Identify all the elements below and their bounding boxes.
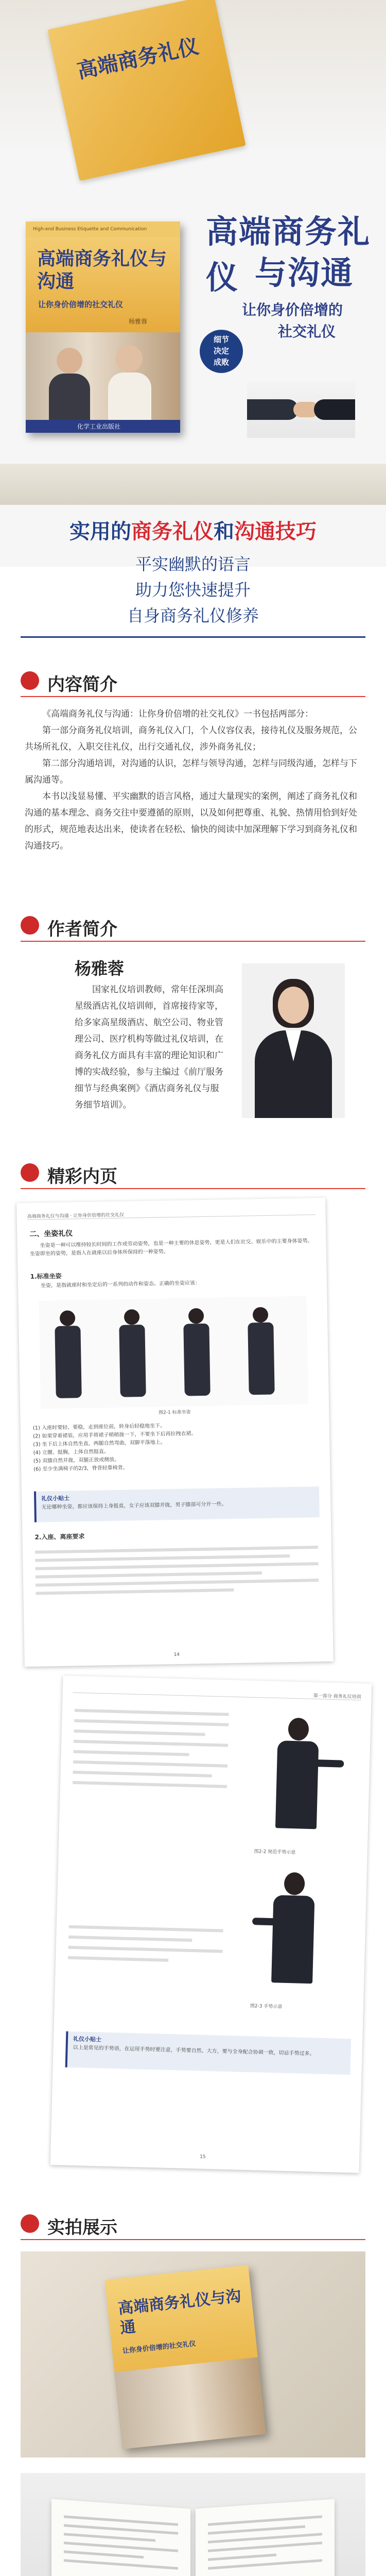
- hero-subtitle-line1: 让你身价倍增的: [242, 301, 343, 318]
- list-item: (6) 至少坐满椅子的2/3，脊背轻靠椅背。: [33, 1465, 128, 1472]
- person-head: [116, 345, 143, 372]
- gesture-figure-1: [244, 1711, 350, 1848]
- figure-head: [253, 1307, 269, 1323]
- figure-caption: 图2-2 规范手势示意: [254, 1849, 296, 1856]
- figure-head: [188, 1308, 204, 1324]
- tip-text: 无论哪种坐姿，都应该保持上身挺直，女子应该双膝并拢，男子膝部可分开一些。: [41, 1501, 227, 1511]
- intro-heading: [21, 667, 365, 697]
- figure-head: [60, 1310, 76, 1326]
- intro-paragraph: 《高端商务礼仪与沟通：让你身价倍增的社交礼仪》一书包括两部分：: [42, 709, 313, 719]
- badge-line: 成败: [213, 358, 229, 367]
- section-dot: [21, 671, 39, 690]
- author-bio: 国家礼仪培训教师，常年任深圳高星级酒店礼仪培训师，首席接待家等，给多家高星级酒店、航空公司、物业管理公司、医疗机构等做过礼仪培训，在商务礼仪方面具有丰富的理论知识和广博的实战经验，参与主编过《前厅服务细节与经典案例》《酒店商务礼仪与服务细节培训》。: [75, 985, 223, 1110]
- sleeve-right: [314, 399, 355, 420]
- page-filler-lines: [35, 1540, 320, 1649]
- open-book-left-page: [51, 2499, 190, 2576]
- photo-open-book: [21, 2473, 365, 2576]
- cover-english-title: High-end Business Etiquette and Communication: [33, 227, 147, 232]
- photos-heading: [21, 2210, 365, 2240]
- figure-body: [119, 1325, 146, 1397]
- page-subtitle: 1.标准坐姿: [30, 1272, 62, 1280]
- figure-body: [183, 1324, 210, 1396]
- open-book-right-page: [196, 2499, 335, 2576]
- person-body: [49, 374, 90, 420]
- tagline-mid: 和: [214, 520, 234, 544]
- photo-book-subtitle: 让你身价倍增的社交礼仪: [122, 2340, 197, 2355]
- figure-caption: 图2-1 标准坐姿: [158, 1410, 191, 1416]
- list-item: (5) 双膝自然并拢，双腿正放或侧放。: [33, 1456, 120, 1464]
- tagline-line2: 平实幽默的语言: [135, 554, 251, 574]
- tip-box: [34, 1486, 320, 1522]
- handshake-photo: [247, 381, 355, 438]
- inner-heading: [21, 1159, 365, 1189]
- person-head: [57, 348, 82, 374]
- tagline-highlight: 商务礼仪: [131, 520, 214, 544]
- cover-author: 杨雅蓉: [129, 318, 148, 325]
- section-dot: [21, 2214, 39, 2233]
- page-list: [33, 1419, 317, 1474]
- inner-page-2: [50, 1675, 372, 2173]
- figure-body: [271, 1895, 314, 1984]
- badge-line: 决定: [213, 346, 229, 355]
- tip-title: 礼仪小贴士: [73, 2036, 102, 2043]
- author-name: 杨雅蓉: [75, 959, 125, 978]
- page-number: 14: [173, 1652, 180, 1658]
- tip-title: 礼仪小贴士: [41, 1495, 70, 1502]
- figure-body: [248, 1323, 274, 1395]
- hero-title-line2: 与沟通: [255, 254, 354, 292]
- page-section-title: 二、坐姿礼仪: [29, 1229, 73, 1239]
- photo-book-title: 高端商务礼仪与沟通: [117, 2287, 242, 2337]
- badge-circle: [200, 330, 243, 373]
- intro-heading-label: 内容简介: [47, 674, 117, 695]
- portrait-face: [278, 987, 309, 1024]
- running-head: 高端商务礼仪与沟通 · 让你身价倍增的社交礼仪: [27, 1212, 125, 1219]
- divider: [21, 636, 365, 638]
- section-dot: [21, 916, 39, 935]
- tip-text: 以上是常见的手势语，在运用手势时要注意，手势要自然、大方，要与全身配合协调一致，切忌手势过多。: [73, 2045, 315, 2057]
- list-item: (4) 立腰、挺胸，上体自然挺直。: [33, 1449, 110, 1456]
- running-head-bar: [73, 1683, 361, 1701]
- cover-subtitle: 让你身价倍增的社交礼仪: [38, 300, 124, 309]
- list-item: (2) 如果穿着裙装，应用手将裙子稍稍拢一下，不要坐下后再拉拽衣裙。: [33, 1431, 197, 1439]
- figure-arm: [313, 1759, 344, 1768]
- page-subtitle: 2.入座、离座要求: [34, 1533, 85, 1541]
- table-surface: [0, 464, 386, 505]
- tagline-main: [0, 515, 386, 545]
- badge-line: 细节: [213, 335, 229, 344]
- book-cover: [26, 222, 180, 433]
- list-item: (1) 入座时要轻、要稳，走到座位前，转身后轻稳地坐下。: [32, 1423, 166, 1431]
- sitting-figure: [39, 1296, 309, 1409]
- hero-subtitle-line2: 社交礼仪: [278, 323, 336, 340]
- page-filler-lines: [69, 1702, 229, 1912]
- inner-page-1: [16, 1198, 334, 1667]
- tagline-highlight: 沟通技巧: [234, 520, 317, 544]
- cover-title: 高端商务礼仪与沟通: [37, 248, 167, 292]
- section-dot: [21, 1163, 39, 1182]
- figure-body: [55, 1326, 81, 1398]
- intro-paragraph: 第一部分商务礼仪培训，商务礼仪入门，个人仪容仪表，接待礼仪及服务规范，公共场所礼仪，入职交往礼仪，出行交通礼仪，涉外商务礼仪；: [25, 725, 357, 752]
- figure-head: [284, 1872, 305, 1895]
- photos-heading-label: 实拍展示: [47, 2217, 117, 2238]
- gesture-figure-2: [240, 1866, 346, 2003]
- page-text: 坐姿，是指就座时和坐定后的一系列的动作和姿态。正确的坐姿应该：: [40, 1280, 201, 1289]
- author-portrait: [242, 963, 345, 1118]
- page-number: 15: [200, 2154, 206, 2160]
- running-head: 第一部分 商务礼仪培训: [313, 1693, 361, 1700]
- intro-paragraph: 本书以浅显易懂、平实幽默的语言风格，通过大量现实的案例，阐述了商务礼仪和沟通的基本理念、商务交往中要遵循的原则，以及如何把尊重、礼貌、热情用恰到好处的形式，规范地表达出来，使读者在轻松、愉快的阅读中加深理解下学习到商务礼仪和沟通技巧。: [25, 791, 357, 851]
- photo-book-image: [114, 2357, 266, 2449]
- page-lead: 坐姿是一种可以维持较长时间的工作或劳动姿势，也是一种主要的休息姿势，更是人们在社交、娱乐中的主要身体姿势。坐姿即坐的姿势，是指人在就座以后身体所保持的一种姿势。: [29, 1238, 313, 1257]
- hero-title-line1: 高端商务礼仪: [206, 213, 371, 296]
- tagline-prefix: 实用的: [69, 520, 131, 544]
- cover-publisher: 化学工业出版社: [77, 423, 121, 430]
- tagline-line3: 助力您快速提升: [135, 580, 251, 600]
- author-heading-label: 作者简介: [47, 919, 117, 940]
- figure-body: [275, 1740, 319, 1829]
- photo-book-cover: [105, 2265, 266, 2449]
- author-heading: [21, 912, 365, 942]
- intro-body: [25, 706, 359, 854]
- tagline-line4: 自身商务礼仪修养: [127, 606, 259, 625]
- book-back-title: 高端商务礼仪: [75, 33, 201, 83]
- photo-book-front: [21, 2251, 365, 2458]
- inner-heading-label: 精彩内页: [47, 1166, 117, 1187]
- page-filler-lines: [66, 1918, 223, 2025]
- cover-photo: [26, 332, 180, 420]
- figure-head: [124, 1309, 140, 1325]
- figure-caption: 图2-3 手势示意: [250, 2004, 283, 2010]
- list-item: (3) 坐下后上体自然坐直，两腿自然弯曲，双脚平落地上。: [33, 1439, 166, 1448]
- figure-head: [288, 1718, 309, 1741]
- sleeve-left: [247, 399, 299, 420]
- tip-box: [65, 2031, 352, 2075]
- intro-paragraph: 第二部分沟通培训，对沟通的认识，怎样与领导沟通，怎样与同级沟通，怎样与下属沟通等。: [25, 758, 357, 785]
- person-body: [108, 372, 151, 420]
- figure-arm: [252, 1918, 278, 1925]
- running-head-bar: [27, 1205, 315, 1220]
